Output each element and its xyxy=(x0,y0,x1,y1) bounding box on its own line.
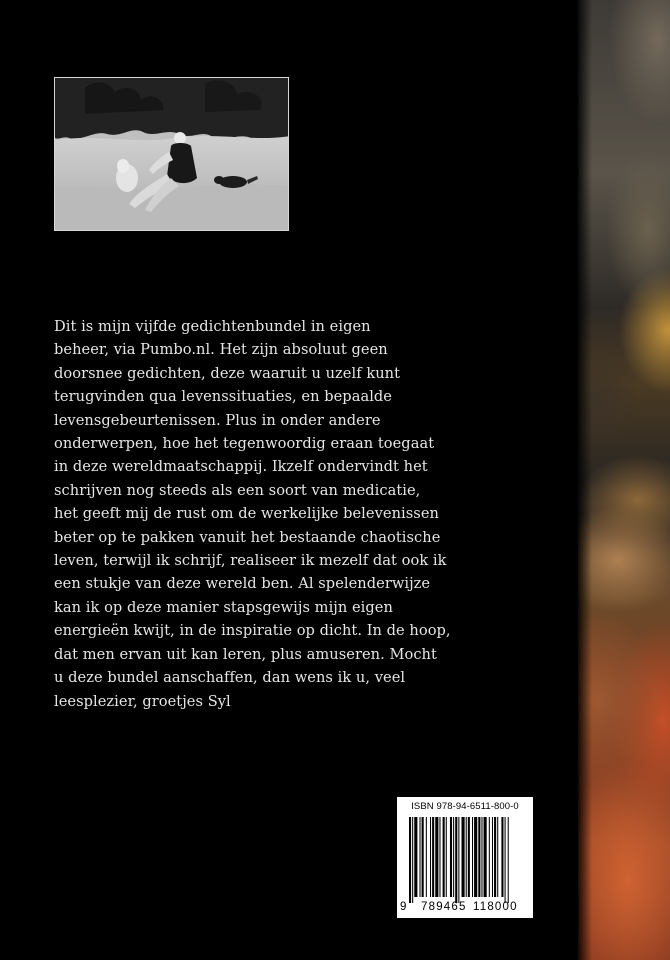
back-cover-text: Dit is mijn vijfde gedichtenbundel in eigen beheer, via Pumbo.nl. Het zijn absoluut geen doorsnee gedichten, deze waaruit u uzelf kunt terugvinden qua levenssituaties, en bepaalde levensgebeurtenissen. Plus in onder andere onderwerpen, hoe het tegenwoordig eraan toegaat in deze wereldmaatschappij. Ikzelf ondervindt het schrijven nog steeds als een soort van medicatie, het geeft mij de rust om de werkelijke belevenissen beter op te pakken vanuit het bestaande chaotische leven, terwijl ik schrijf, realiseer ik mezelf dat ook ik een stukje van deze wereld ben. Al spelenderwijze kan ik op deze manier stapsgewijs mijn eigen energieën kwijt, in de inspiratie op dicht. In de hoop, dat men ervan uit kan leren, plus amuseren. Mocht u deze bundel aanschaffen, dan wens ik u, veel leesplezier, groetjes Syl xyxy=(54,318,451,710)
barcode-bar xyxy=(426,817,427,897)
barcode-bar xyxy=(492,817,493,897)
barcode-bar xyxy=(508,817,509,903)
barcode-bar xyxy=(472,817,473,897)
barcode-bar xyxy=(505,817,506,903)
barcode-bar xyxy=(430,817,431,897)
barcode-bar xyxy=(484,817,487,897)
barcode-bar xyxy=(453,817,454,897)
barcode-bar xyxy=(468,817,470,897)
barcode-bar xyxy=(412,817,413,903)
barcode-bar xyxy=(494,817,496,897)
barcode-bar xyxy=(458,817,459,903)
barcode-bar xyxy=(432,817,434,897)
isbn-barcode xyxy=(397,797,533,918)
barcode-bar xyxy=(489,817,490,897)
barcode-bar xyxy=(414,817,417,897)
barcode-first-digit: 9 xyxy=(400,901,407,913)
barcode-bar xyxy=(478,817,480,897)
barcode-left-digits: 789465 xyxy=(421,901,467,913)
barcode-bar xyxy=(474,817,477,897)
beach-photo-icon xyxy=(55,78,289,231)
isbn-label: ISBN 978-94-6511-800-0 xyxy=(411,801,519,812)
barcode-right-digits: 118000 xyxy=(473,901,518,913)
barcode-bar xyxy=(497,817,498,897)
barcode-bar xyxy=(466,817,467,897)
barcode-bars-icon xyxy=(397,817,533,903)
barcode-bar xyxy=(450,817,452,897)
barcode-bar xyxy=(462,817,465,897)
author-photo xyxy=(54,77,289,231)
barcode-bar xyxy=(420,817,421,897)
barcode-bar xyxy=(501,817,503,897)
painting-edge-shadow xyxy=(578,0,592,960)
barcode-bar xyxy=(439,817,440,897)
barcode-bar xyxy=(409,817,411,903)
barcode-bar xyxy=(455,817,457,903)
barcode-bar xyxy=(481,817,482,897)
barcode-bar xyxy=(446,817,447,897)
barcode-bar xyxy=(435,817,438,897)
barcode-bar xyxy=(443,817,445,897)
barcode-bar xyxy=(422,817,424,897)
